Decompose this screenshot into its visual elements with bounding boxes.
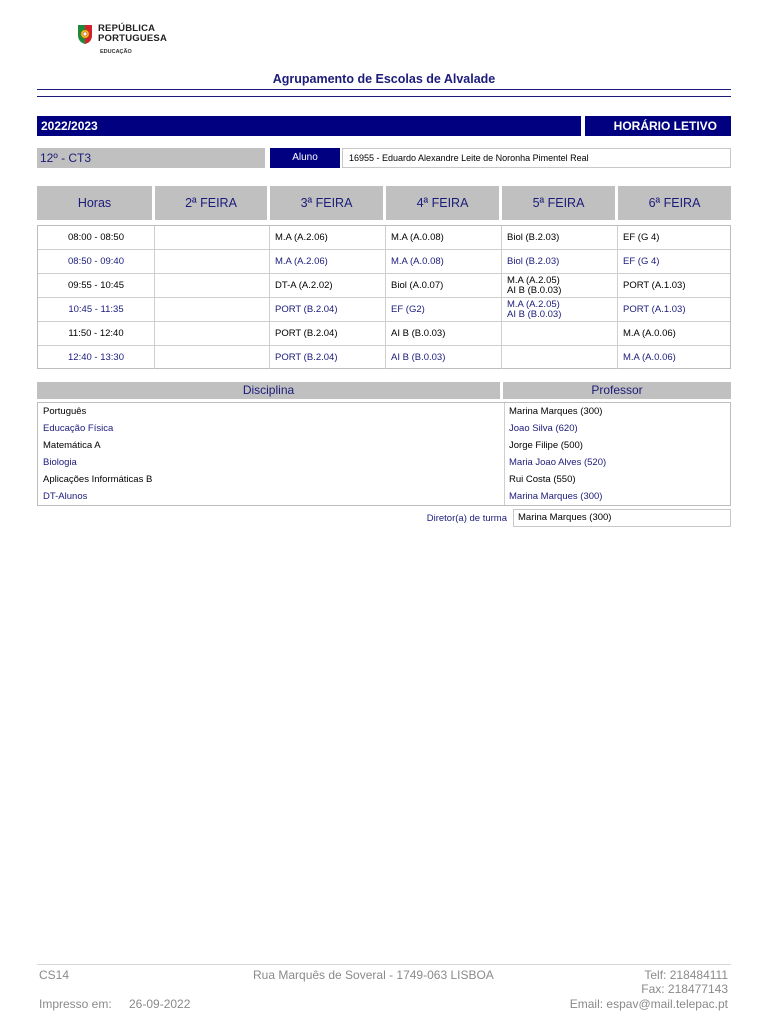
disciplines-table	[37, 402, 731, 506]
cell-friday: M.A (A.0.06)	[623, 327, 676, 339]
header-hours: Horas	[37, 186, 152, 220]
discipline-row	[38, 403, 730, 420]
header-thursday: 5ª FEIRA	[502, 186, 615, 220]
cell-wednesday: Biol (A.0.07)	[386, 274, 502, 297]
cell-tuesday: PORT (B.2.04)	[270, 346, 386, 369]
discipline-row	[38, 471, 730, 488]
teacher-name: Rui Costa (550)	[509, 474, 576, 485]
cell-thursday	[502, 322, 618, 345]
header-monday: 2ª FEIRA	[155, 186, 267, 220]
cell-monday	[155, 298, 270, 321]
schedule-header	[37, 186, 731, 220]
cell-wednesday: M.A (A.0.08)	[386, 226, 502, 249]
cell-tuesday: PORT (B.2.04)	[270, 322, 386, 345]
teacher-name: Maria Joao Alves (520)	[509, 457, 607, 468]
footer-address: Rua Marquês de Soveral - 1749-063 LISBOA	[253, 968, 494, 982]
title-rule-bottom	[37, 96, 731, 97]
footer-email: Email: espav@mail.telepac.pt	[569, 997, 728, 1011]
logo-text-line1: REPÚBLICA	[98, 23, 156, 34]
schedule-row	[38, 250, 730, 274]
schedule-row	[38, 346, 730, 370]
cell-thursday-line2: AI B (B.0.03)	[507, 308, 562, 320]
cell-thursday-line1: Biol (B.2.03)	[507, 255, 560, 267]
teacher-name: Jorge Filipe (500)	[509, 440, 583, 451]
cell-thursday-line1: M.A (A.2.05)	[507, 298, 560, 310]
discipline-name: Biologia	[43, 457, 77, 468]
cell-wednesday: AI B (B.0.03)	[386, 322, 502, 345]
teacher-name: Marina Marques (300)	[509, 406, 603, 417]
disciplines-header	[37, 382, 731, 399]
schedule-row	[38, 322, 730, 346]
cell-hours: 11:50 - 12:40	[38, 322, 155, 345]
cell-monday	[155, 322, 270, 345]
cell-wednesday: EF (G2)	[386, 298, 502, 321]
cell-tuesday: DT-A (A.2.02)	[270, 274, 386, 297]
student-label: Aluno	[270, 148, 340, 168]
header-tuesday: 3ª FEIRA	[270, 186, 383, 220]
discipline-name: Matemática A	[43, 440, 101, 451]
header-discipline: Disciplina	[37, 382, 500, 399]
discipline-name: Educação Física	[43, 423, 114, 434]
discipline-row	[38, 454, 730, 471]
teacher-name: Marina Marques (300)	[509, 491, 603, 502]
cell-monday	[155, 346, 270, 369]
cell-tuesday: PORT (B.2.04)	[270, 298, 386, 321]
footer-fax: Fax: 218477143	[641, 982, 728, 996]
discipline-row	[38, 420, 730, 437]
cell-hours: 08:00 - 08:50	[38, 226, 155, 249]
student-value: 16955 - Eduardo Alexandre Leite de Noronha Pimentel Real	[342, 148, 731, 168]
flag-emblem-icon	[76, 23, 94, 45]
cell-friday: PORT (A.1.03)	[623, 279, 686, 291]
cell-friday: EF (G 4)	[623, 255, 660, 267]
cell-tuesday: M.A (A.2.06)	[270, 250, 386, 273]
cell-wednesday: M.A (A.0.08)	[386, 250, 502, 273]
cell-tuesday: M.A (A.2.06)	[270, 226, 386, 249]
schedule-table	[37, 225, 731, 369]
class-label: 12º - CT3	[37, 148, 265, 168]
header-friday: 6ª FEIRA	[618, 186, 731, 220]
cell-friday: PORT (A.1.03)	[623, 303, 686, 315]
cell-thursday	[502, 250, 618, 273]
header-teacher: Professor	[503, 382, 731, 399]
cell-wednesday: AI B (B.0.03)	[386, 346, 502, 369]
footer-printed-date: 26-09-2022	[129, 997, 191, 1011]
logo-text-line3: EDUCAÇÃO	[100, 49, 132, 55]
cell-friday: M.A (A.0.06)	[623, 351, 676, 363]
cell-monday	[155, 274, 270, 297]
cell-hours: 08:50 - 09:40	[38, 250, 155, 273]
cell-thursday	[502, 346, 618, 369]
schedule-type-bar: HORÁRIO LETIVO	[585, 116, 731, 136]
discipline-name: DT-Alunos	[43, 491, 88, 502]
cell-hours: 09:55 - 10:45	[38, 274, 155, 297]
cell-monday	[155, 250, 270, 273]
cell-friday: EF (G 4)	[623, 231, 660, 243]
class-director-label: Diretor(a) de turma	[426, 513, 507, 524]
logo-text-line2: PORTUGUESA	[98, 33, 168, 44]
footer-rule	[37, 964, 731, 965]
cell-thursday-line1: Biol (B.2.03)	[507, 231, 560, 243]
cell-thursday	[502, 274, 618, 297]
schedule-row	[38, 274, 730, 298]
teacher-name: Joao Silva (620)	[509, 423, 578, 434]
cell-hours: 12:40 - 13:30	[38, 346, 155, 369]
discipline-name: Aplicações Informáticas B	[43, 474, 153, 485]
schedule-row	[38, 226, 730, 250]
cell-thursday-line1: M.A (A.2.05)	[507, 274, 560, 286]
title-rule-top	[37, 89, 731, 90]
cell-thursday	[502, 226, 618, 249]
discipline-row	[38, 488, 730, 505]
discipline-row	[38, 437, 730, 454]
footer-phone: Telf: 218484111	[644, 968, 728, 982]
header-wednesday: 4ª FEIRA	[386, 186, 499, 220]
cell-monday	[155, 226, 270, 249]
school-title: Agrupamento de Escolas de Alvalade	[272, 72, 496, 86]
cell-thursday	[502, 298, 618, 321]
cell-hours: 10:45 - 11:35	[38, 298, 155, 321]
footer-code: CS14	[39, 968, 70, 982]
republica-portuguesa-logo	[74, 20, 184, 60]
discipline-name: Português	[43, 406, 87, 417]
cell-thursday-line2: AI B (B.0.03)	[507, 284, 562, 296]
footer-printed-label: Impresso em:	[39, 997, 112, 1011]
class-director-value: Marina Marques (300)	[513, 509, 731, 527]
school-year-bar: 2022/2023	[37, 116, 581, 136]
schedule-row	[38, 298, 730, 322]
